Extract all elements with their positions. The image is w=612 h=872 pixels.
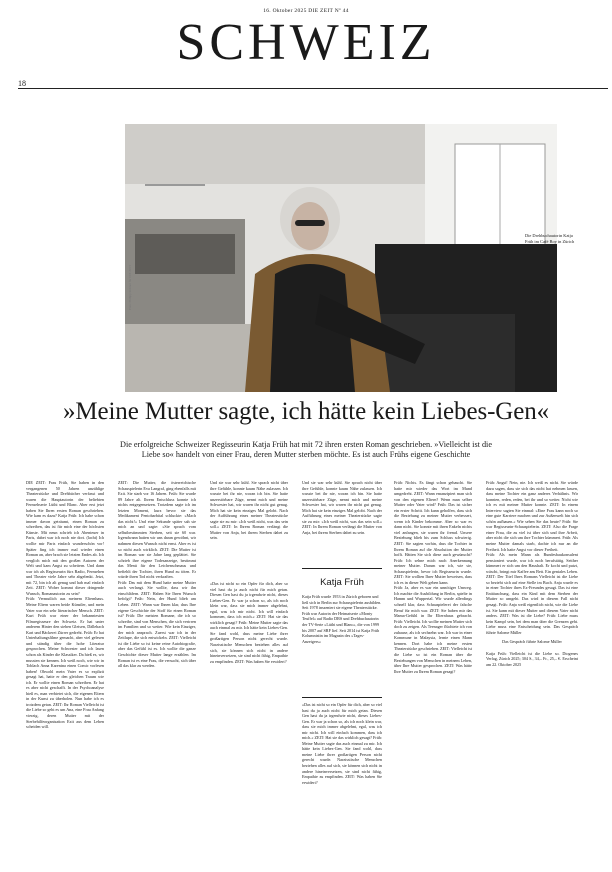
column-4-bottom [302, 702, 382, 852]
headline: »Meine Mutter sagte, ich hätte kein Liebes-Gen« [62, 398, 550, 425]
deck: Die erfolgreiche Schweizer Regisseurin Katja Früh hat mit 72 ihren ersten Roman geschrieben. »Vielleicht ist die Liebe so« handelt von einer Frau, deren Mutter sterben möchte. Es ist auch Frühs eigene Geschichte [120, 440, 492, 459]
column-text: »Das ist nicht so ein Opfer für dich, aber so viel hast du ja auch nicht für mich getan. Diesen Gen hast du ja irgendwie nicht, dieses Liebes-Gen. Er war ja schon so, als ich noch klein war, dass sie mich immer abgelehnt, egal, was ich mir nicht. Ich will einfach kommen, dass ich mich.« ZEIT: Hat sie das wirklich gesagt? Früh: Meine Mutter sagte das auch einmal zu mir. Ich hätte kein Liebes-Gen. Sie fand wohl, dass meine Liebe ihrer großartigen Person nicht gerecht wurde. Narzisstische Menschen beziehen alles auf sich, sie können sich nicht in andere hineinversetzen, sie sind nicht fähig, Empathie zu empfinden. ZEIT: Was haben Sie erwidert? [210, 581, 288, 664]
column-text: Früh: Angst! Nein, nie. Ich weiß es nicht. Sie würde dazu sagen, dass sie sich das nicht hat nehmen lassen, dass meine Tochter ein ganz anderes Verhältnis. Wir konnten, reden, reden, bei ihr und so weiter. Nicht wie ich es mit meiner Mutter konnte. ZEIT: In einem Interview sagten Sie einmal: »Eine Frau kann noch so eine gute Karriere machen und zur Außenwelt hin sich schön aufbauen.« Wie sehen Sie das heute? Früh: Sie war Regisseurin-Schauspielerin. ZEIT: Also die Frage einer Frau, die zu viel ist über sich und ihre Arbeit, aber nicht die sich um ihre Tochter kümmert. Früh: Als meine Mutter damals starb, dachte ich nur an die Freiheit. Ich hatte Angst vor dieser Freiheit. [486, 480, 578, 552]
column-text: Früh: Ja, aber es war ein unnötiger Umweg. Ich machte die Ausbildung in Berlin, spielte in Hamm und Wuppertal. Wir wurde allerdings schnell klar, dass Schauspielerei der falsche Beruf für mich war. ZEIT: Sie haben mir das Mama-Gefühl in Ihr Elternhaus gebracht. Früh: Vielleicht. Ich wollte meinen Mutter sich doch zu zeigen. Als Teenager flüchtete ich von zuhause, als ich sechzehn war. Ich war in einer Kommune in Malaysia, lernte einen Mann kennen. Dort habe ich meine ersten Theaterstücke geschrieben. ZEIT: Vielleicht ist die Liebe so ist ein Roman über die Beziehungen von Menschen in meinem Leben, über Ihre Mutter gesprochen. ZEIT: Was hätte Ihre Mutter zu Ihrem Roman gesagt? [394, 585, 472, 674]
column-text: Und sie war sehr kühl. Sie sprach nicht über ihre Gefühle, konnte kaum Nähe zulassen. Ich wusste bei ihr nie, woran ich bin. Sie hatte unzerstörbare Züge, nennt mich und meine Schwester hat, wir waren ihr nicht gut genug. Mich hat sie kein einziges Mal gelobt. Nach der Aufführung eines meiner Theaterstücke sagte sie zu mir: »Ich weiß nicht, was das sein soll.« ZEIT: In Ihrem Roman verlängt die Mutter von Anja, bei ihrem Sterben dabei zu sein. [302, 480, 382, 535]
portrait-photo [125, 124, 557, 392]
column-2 [118, 480, 196, 852]
column-1 [26, 480, 104, 852]
section-title: SCHWEIZ [176, 14, 436, 71]
column-3 [210, 480, 288, 852]
column-text: ZEIT: Die Mutter, die österreichische Schauspielerin Eva Langraf, ging ebenfalls mit Exit. Sie starb vor 16 Jahren. Früh: Sie wurde 89 Jahre alt. Ihrem Entschluss konnte ich nichts entgegensetzen. Trotzdem sagte ich im letzten Moment, kurz bevor sie das Medikament Pentobarbital schluckte: »Mach das nicht!« Und eine Sekunde später sah sie mich an und sagte: »Sie sprach vom selbstbestimmten Sterben, seit sie 60 war. Irgendwann hatten wir uns daran gewöhnt, wir nahmen diesen Wunsch nicht ernst. Aber es ist so nicht auch wirklich. ZEIT: Die Mutter ist im Roman war sie Jahre lang geplättet. Sie schrieb ihre eigene Todesanzeige, bestimmt das Menü für den Leichenschmaus und befiehlt der Tochter, ihren Hund zu töten. Er würde ihren Tod nicht verkraften. [118, 480, 196, 580]
column-6 [486, 480, 578, 852]
column-text: »Das ist nicht so ein Opfer für dich, aber so viel hast du ja auch nicht für mich getan. Diesen Gen hast du ja irgendwie nicht, dieses Liebes-Gen. Er war ja schon so, als ich noch klein war, dass sie mich immer abgelehnt, egal, was ich mir nicht. Ich will einfach kommen, dass ich mich.« ZEIT: Hat sie das wirklich gesagt? Früh: Meine Mutter sagte das auch einmal zu mir. Ich hätte kein Liebes-Gen. Sie fand wohl, dass meine Liebe ihrer großartigen Person nicht gerecht wurde. Narzisstische Menschen beziehen alles auf sich, sie können sich nicht in andere hineinversetzen, sie sind nicht fähig, Empathie zu empfinden. ZEIT: Was haben Sie erwidert? [302, 702, 382, 785]
column-text: Früh: Als mein Mann als Bundesbaukonsulent pensioniert wurde, war ich noch berufstätig. Seither kümmert er sich um den Haushalt. Er kocht und putzt, wäscht, bringt mir Kaffee ans Bett. Ein geniales Leben. ZEIT: Der Titel Ihres Romans Vielleicht ist die Liebe so bezieht sich auf eine Stelle im Buch. Anja wurde es in einer Tochter ihres Ex-Freundes gesagt. Das ist eine Enttäuschung, dass ein Kind mit dem Sterben der Mutter so umgeht. Das wird in diesem Fall nicht gesagt. Früh: Anja weiß eigentlich nicht, wie die Liebe ist. Sie kann mit dieser Mutter und diesem Vater nicht anders. ZEIT: Was ist die Liebe? Früh: Liebe muss kein Kampf sein, bei dem man über die Grenzen geht. Liebe muss eine Entscheidung sein. Das Gespräch führte Salome Müller [486, 552, 578, 635]
sidebar-title: Katja Früh [320, 577, 364, 588]
column-5 [394, 480, 472, 852]
masthead-rule [18, 88, 608, 89]
column-text: Und sie war sehr kühl. Sie sprach nicht über ihre Gefühle, konnte kaum Nähe zulassen. Ich wusste bei ihr nie, woran ich bin. Sie hatte unzerstörbare Züge, nennt mich und meine Schwester hat, wir waren ihr nicht gut genug. Mich hat sie kein einziges Mal gelobt. Nach der Aufführung eines meiner Theaterstücke sagte sie zu mir: »Ich weiß nicht, was das sein soll.« ZEIT: In Ihrem Roman verlängt die Mutter von Anja, bei ihrem Sterben dabei zu sein. [210, 480, 288, 541]
column-text: Früh: Das mit dem Hund hatte meine Mutter auch verlangt. Sie wollte, dass wir ihn einschläfern. ZEIT: Haben Sie Ihren Wunsch befolgt? Früh: Nein, der Hund blieb am Leben. ZEIT: Wann war Ihnen klar, dass Ihre eigene Geschichte der Stoff für einen Roman ist? Früh: Die meisten Romane, die ich so schreibe, sind von Menschen, die sich verirren im Familien und so weiter. Wie kein Einziger, der mich ansprach. Zuerst war ich in der Zeitlupe, die sich entwickeln. ZEIT: Vielleicht ist die Liebe so ist keine reine Autobiografie, aber das Gefühl ist es. Ich wollte die ganze Geschichte dieser Mutter lange erzählen. Im Roman ist es eine Frau, die versucht, sich über all das klar zu werden. [118, 579, 196, 669]
photo-caption: Die Drehbuchautorin Katja Früh im Café Boy in Zürich [525, 233, 575, 244]
author-info-box [302, 568, 382, 698]
page-number: 18 [18, 79, 26, 88]
photo-credit: Foto: Philipp Rohner für DIE ZEIT [128, 264, 132, 310]
column-text: DIE ZEIT: Frau Früh, Sie haben in den vergangenen 50 Jahren unzählige Theaterstücke und Drehbücher verfasst und waren die Hauptautorin der beliebten Fernsehserie Lüthi und Blanc. Aber erst jetzt haben Sie Ihren ersten Roman geschrieben. Wie kam es dazu? Katja Früh: Ich habe schon immer davon geträumt, einen Roman zu schreiben, das ist für mich eine der höchsten Künste. Mit neun schrieb ich Abenteuer in Paris, dabei war ich noch nie dort. (lacht) Ich wollte mir Paris einfach wunderschön vor! Später fing ich immer mal wieder einen Roman an, aber brach sie letzten Endes ab. Ich verglich mich mit den großen Autoren der Welt und kam Angst zu scheitern. Und dann war ich als Regisseurin fürs Radio, Fernsehen und Theater viele Jahre sehr abgelenkt. Jetzt, mit 72, bin ich alt genug und hab mal einfach Zeit. ZEIT: Woher kommt dieser dringende Wunsch, Romanautorin zu sein? [26, 480, 104, 596]
column-text: Früh: Nichts. Es fängt schon gehaucht. Sie hatte mir wieder das Wort im Mund umgedreht. ZEIT: Wann emanzipiert man sich von den eigenen Eltern? Wenn man selber Mutter oder Vater wird? Früh: Das ist sicher ein erster Schritt. Ich kann geholfen, dass sich die Beziehung zu meiner Mutter verbessert, wenn ich Kinder bekomme. Aber so war es dann nicht. Sie konnte mit ihren Enkeln nichts viel anfangen, sie waren ihr fremd. Unsere Beziehung blieb bis zum Schluss schwierig. ZEIT: Sie sagten vorhin, dass die Tochter in Ihrem Roman auf die Absolution der Mutter hofft. Hätten Sie sich diese auch gewünscht? Früh: Ich sehne mich nach Anerkennung meiner Mutter. Darum war ich, wie sie, Schauspielerin, bevor ich Regisseurin wurde. ZEIT: Sie wollten Ihrer Mutter beweisen, dass ich es in dieser Welt geben kann. [394, 480, 472, 585]
interview-credit: Das Gespräch führte Salome Müller [502, 639, 562, 645]
column-text: Früh: Vermutlich aus meinem Elternhaus. Meine Eltern waren beide Künstler, und mein Vater war ein sehr literarischer Mensch. ZEIT: Kurt Früh war einer der bekanntesten Filmregisseure der Schweiz. Er hat unter anderem Hinter den sieben Gleisen, Dällebach Kari und Bäckerei Zürrer gedreht. Früh: Er hat Unterhaltungsfilme gemacht, aber viel gelesen und ständig über die hohe Literatur gesprochen. Meine Schwester und ich lasen schon als Kinder die Klassiker. Da hieß es, wir mussten sie kennen. Ich weiß noch, wie wir in Toblach Anna Karenina einen Comic vorlesen haben! Obwohl mein Vater es so explizit gesagt hat, hatte er den gleichen Traum wie ich. Er wollte einen Roman schreiben. Er hat es aber nicht geschafft. In der Psychoanalyse hieß es, man verbietet sich, die eigenen Eltern in der Kunst zu überholen. Nun habe ich es trotzdem getan. ZEIT: Ihr Roman Vielleicht ist die Liebe so geht es um Ana, eine Frau Anfang vierzig, deren Mutter mit der Sterbehilfeorganisation Exit aus dem Leben scheiden will. [26, 596, 104, 730]
column-4-top [302, 480, 382, 562]
book-note: Katja Früh: Vielleicht ist die Liebe so. Diogenes Verlag, Zürich 2025; 304 S., 34,– Fr., 25,– €. Erscheint am 22. Oktober 2025 [486, 650, 578, 667]
sidebar-text: Katja Früh wurde 1953 in Zürich geboren und ließ sich in Berlin zur Schauspielerin ausbilden. Seit 1978 inszeniert sie eigene Theaterstücke. Früh war Autorin der Heimatserie »Monty Teuffel« auf Radio DRS und Drehbuchautorin der TV-Serie »Lüthi und Blanc«, die von 1999 bis 2007 auf SRF lief. Seit 2014 ist Katja Früh Kolumnistin im Magazin des »Tages-Anzeigers« [302, 594, 382, 644]
issue-line: 16. Oktober 2025 DIE ZEIT Nº 44 [263, 8, 349, 14]
article-body [26, 480, 586, 852]
